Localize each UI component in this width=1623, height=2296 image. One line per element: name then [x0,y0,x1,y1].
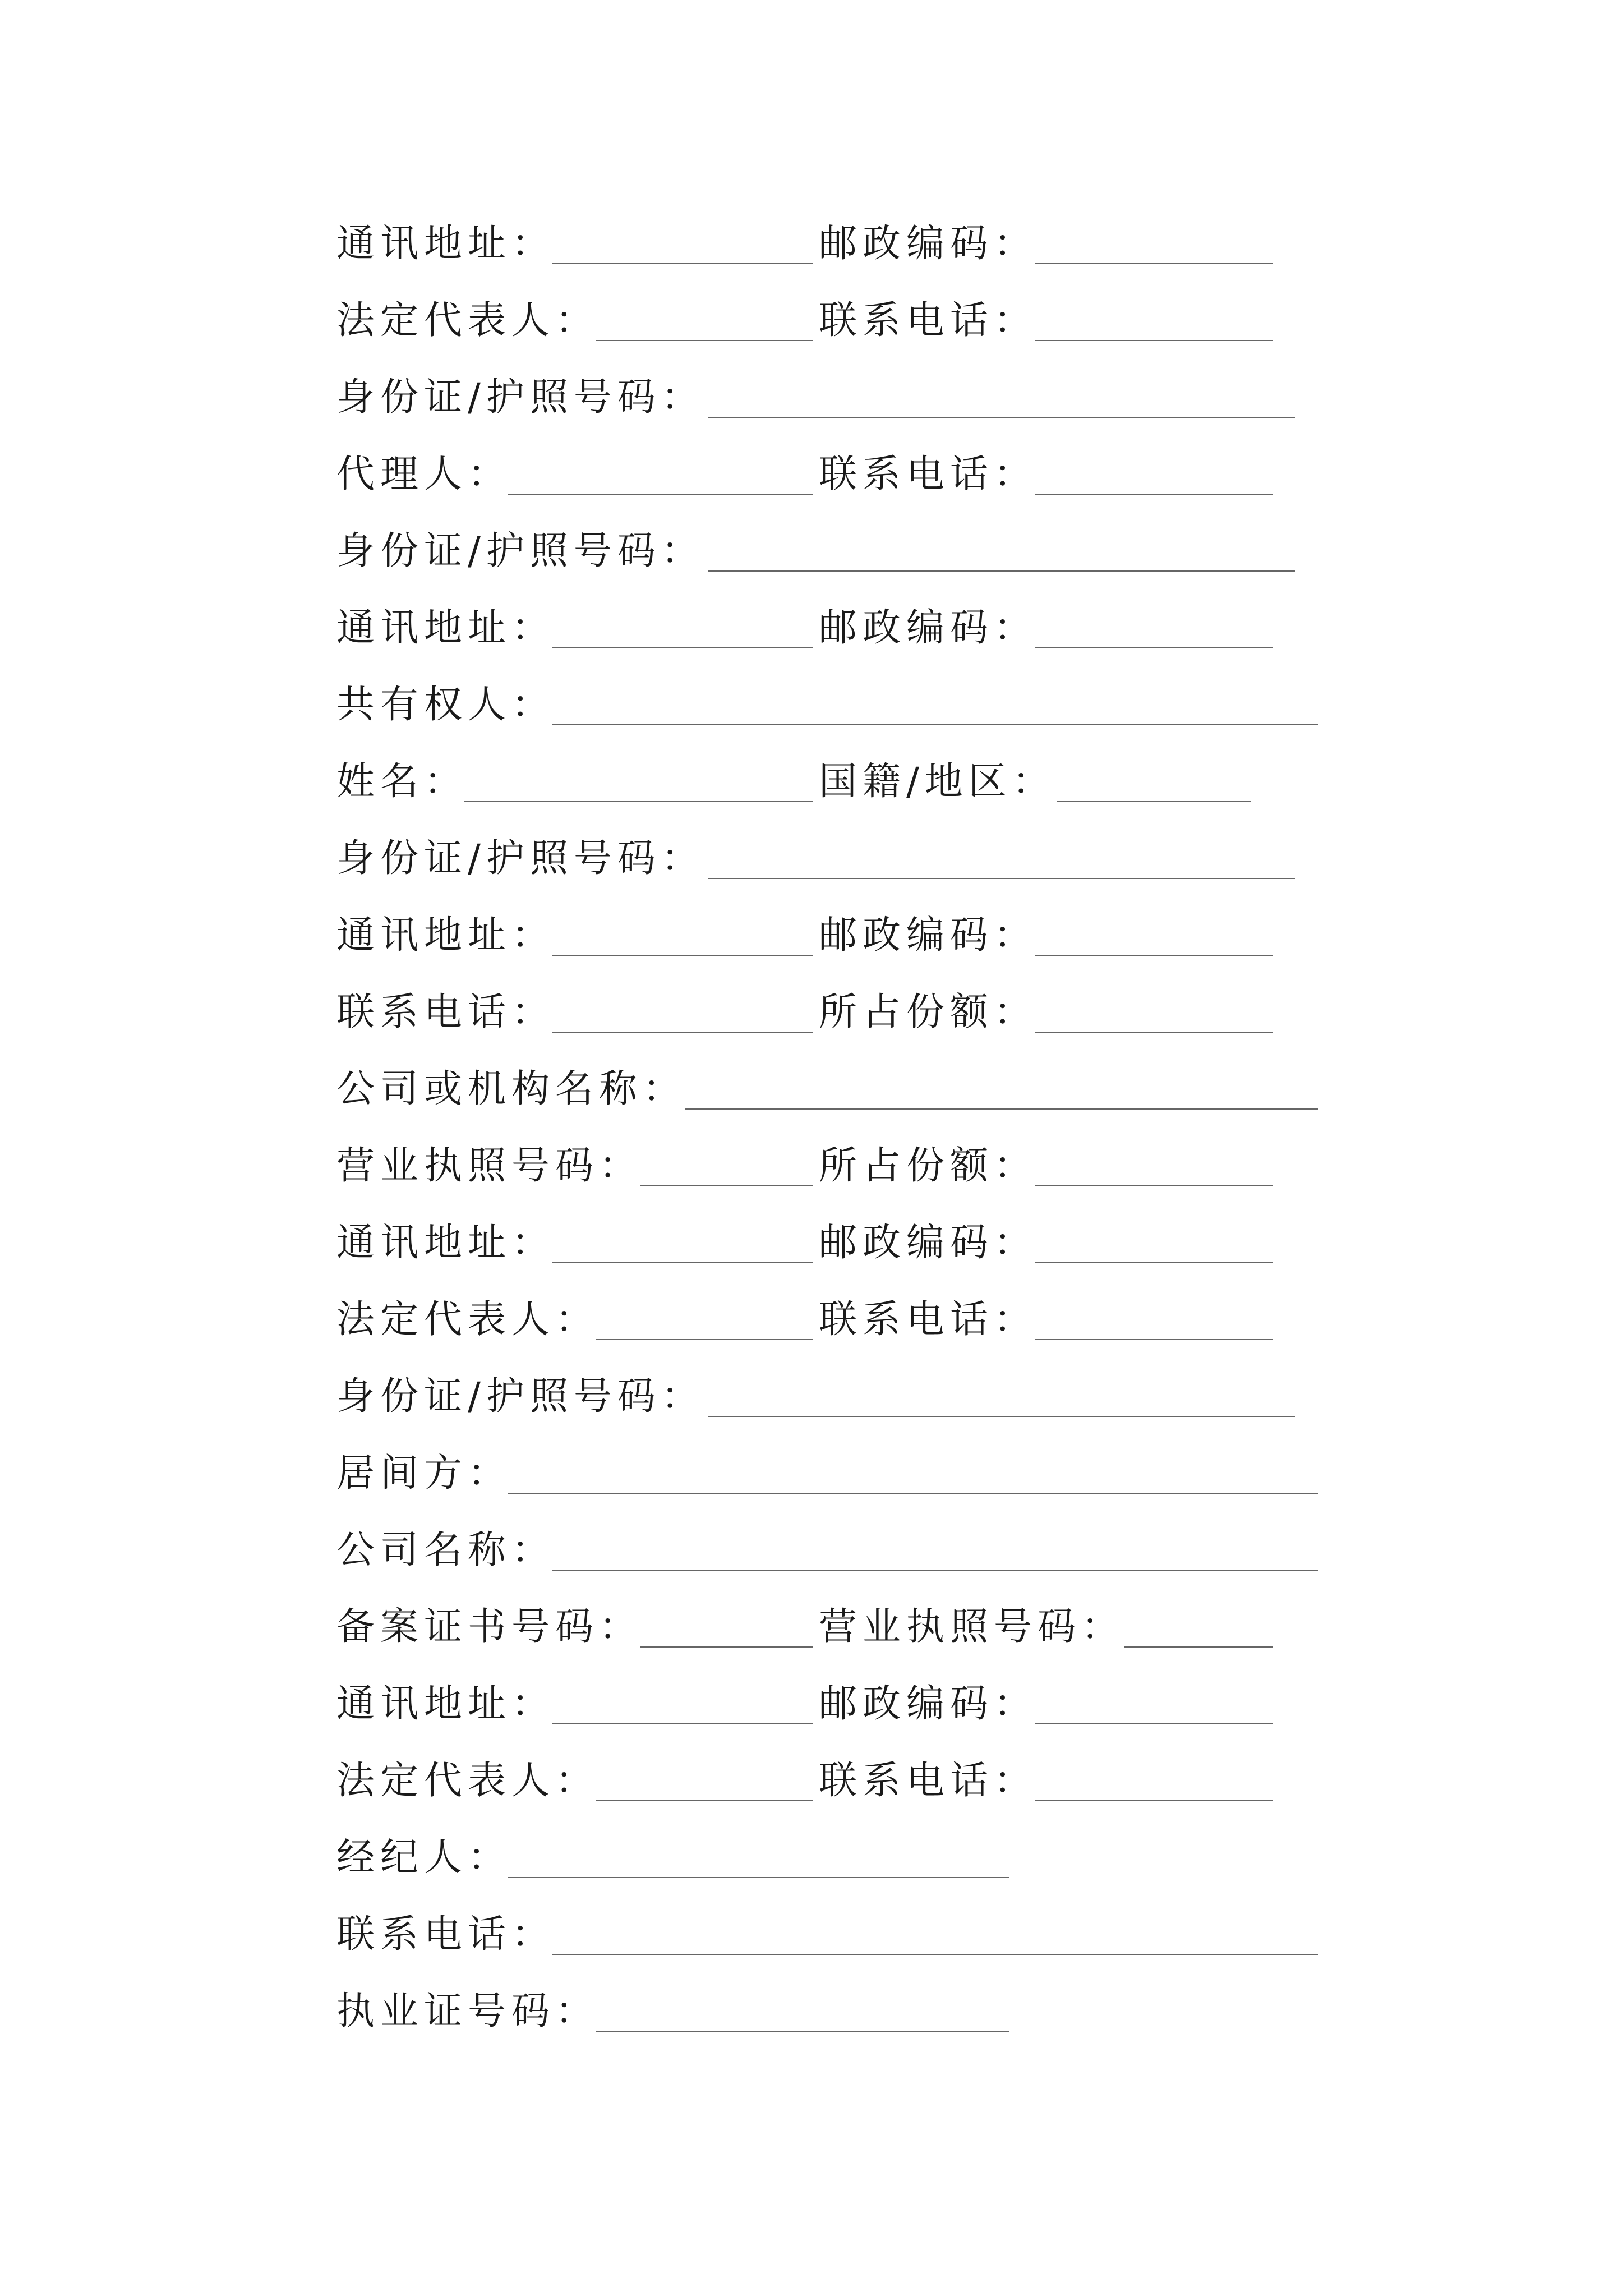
field-label: 联系电话： [819,1297,1038,1342]
field-label: 邮政编码： [819,913,1038,958]
blank-field[interactable] [552,1262,813,1263]
field-label: 姓名： [336,760,468,804]
field-label: 所占份额： [819,1144,1038,1188]
blank-field[interactable] [1035,1339,1273,1340]
blank-field[interactable] [708,570,1295,572]
blank-field[interactable] [552,724,1318,725]
blank-field[interactable] [708,878,1295,879]
field-label: 营业执照号码： [819,1605,1126,1649]
blank-field[interactable] [552,647,813,648]
field-label: 身份证/护照号码： [336,836,705,881]
field-label: 法定代表人： [336,298,600,343]
blank-field[interactable] [708,1416,1295,1417]
field-label: 共有权人： [336,683,556,727]
blank-field[interactable] [552,955,813,956]
field-label: 联系电话： [336,990,556,1034]
blank-field[interactable] [1057,801,1251,802]
field-label: 法定代表人： [336,1759,600,1803]
blank-field[interactable] [552,1032,813,1033]
blank-field[interactable] [596,2031,1009,2032]
blank-field[interactable] [1035,494,1273,495]
field-label: 联系电话： [336,1912,556,1957]
field-label: 邮政编码： [819,1682,1038,1726]
field-label: 执业证号码： [336,1989,600,2033]
blank-field[interactable] [1124,1646,1273,1648]
blank-field[interactable] [552,1570,1318,1571]
blank-field[interactable] [464,801,813,802]
field-label: 通讯地址： [336,1682,556,1726]
field-label: 邮政编码： [819,1221,1038,1265]
field-label: 身份证/护照号码： [336,1374,705,1419]
field-label: 通讯地址： [336,913,556,958]
blank-field[interactable] [1035,1723,1273,1724]
field-label: 国籍/地区： [819,760,1056,804]
field-label: 代理人： [336,452,512,496]
field-label: 邮政编码： [819,222,1038,266]
blank-field[interactable] [1035,1262,1273,1263]
field-label: 通讯地址： [336,1221,556,1265]
blank-field[interactable] [640,1185,813,1186]
field-label: 联系电话： [819,298,1038,343]
blank-field[interactable] [508,494,813,495]
field-label: 营业执照号码： [336,1144,643,1188]
field-label: 身份证/护照号码： [336,375,705,420]
field-label: 所占份额： [819,990,1038,1034]
field-label: 邮政编码： [819,606,1038,650]
blank-field[interactable] [596,340,813,341]
blank-field[interactable] [1035,263,1273,264]
blank-field[interactable] [640,1646,813,1648]
blank-field[interactable] [685,1108,1318,1110]
blank-field[interactable] [1035,647,1273,648]
blank-field[interactable] [596,1339,813,1340]
field-label: 居间方： [336,1451,512,1496]
field-label: 备案证书号码： [336,1605,643,1649]
blank-field[interactable] [552,263,813,264]
blank-field[interactable] [552,1723,813,1724]
field-label: 联系电话： [819,452,1038,496]
blank-field[interactable] [1035,340,1273,341]
blank-field[interactable] [708,417,1295,418]
blank-field[interactable] [1035,1800,1273,1801]
field-label: 公司名称： [336,1528,556,1572]
blank-field[interactable] [508,1493,1318,1494]
field-label: 通讯地址： [336,222,556,266]
field-label: 通讯地址： [336,606,556,650]
field-label: 联系电话： [819,1759,1038,1803]
blank-field[interactable] [508,1877,1009,1878]
blank-field[interactable] [552,1954,1318,1955]
blank-field[interactable] [596,1800,813,1801]
blank-field[interactable] [1035,1185,1273,1186]
blank-field[interactable] [1035,1032,1273,1033]
field-label: 身份证/护照号码： [336,529,705,573]
blank-field[interactable] [1035,955,1273,956]
field-label: 经纪人： [336,1835,512,1880]
field-label: 法定代表人： [336,1297,600,1342]
field-label: 公司或机构名称： [336,1067,687,1111]
